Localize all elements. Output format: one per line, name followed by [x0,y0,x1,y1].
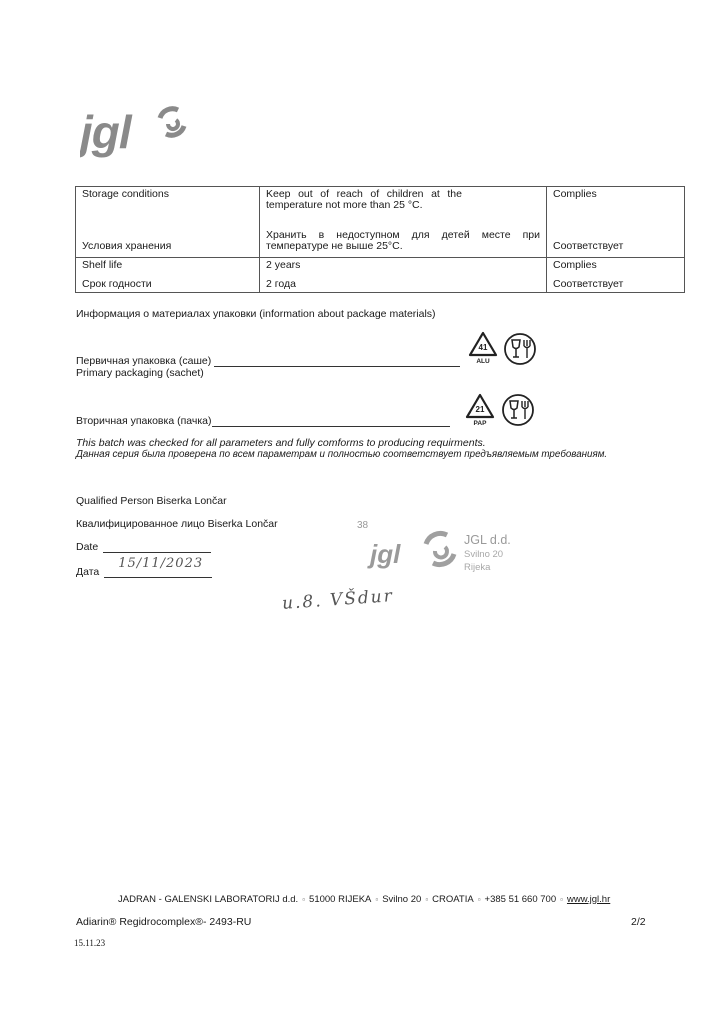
stamp-company: JGL d.d. [464,533,511,547]
result-en: Complies [553,259,597,271]
footer-website-link[interactable]: www.jgl.hr [566,894,611,905]
document-title: Adiarin® Regidrocomplex®- 2493-RU [76,916,252,928]
recycle-material: ALU [476,358,490,364]
table-row [76,258,685,293]
company-stamp [366,525,464,575]
statement-ru: Данная серия была проверена по всем параметрам и полностью соответствует предъявляемым требованиям. [76,449,608,460]
result-ru: Соответствует [553,240,624,252]
specification-table [75,186,685,293]
date-label-en: Date [76,541,99,553]
footer-city: 51000 RIJEKA [309,894,372,905]
jgl-swirl-icon [426,533,454,564]
recycling-alu-icon [466,330,500,364]
table-cell [76,187,260,258]
requirement-en: 2 years [266,259,301,271]
page-number: 2/2 [631,916,646,928]
jgl-swirl-icon [160,109,184,135]
recycle-code: 41 [478,343,488,352]
secondary-packaging-blank [212,426,450,427]
jgl-logo [80,100,200,164]
glass-fork-icon [501,393,535,427]
footer-separator: ▫ [477,895,481,904]
company-footer [118,894,610,905]
glass-fork-icon [503,332,537,366]
footer-separator: ▫ [302,895,306,904]
result-en: Complies [553,188,597,200]
date-row-ru [76,556,212,578]
table-cell [547,187,685,258]
table-cell [260,187,547,258]
primary-packaging-label-ru: Первичная упаковка (саше) [76,355,212,367]
footer-country: CROATIA [432,894,474,905]
handwritten-date: 15/11/2023 [118,556,204,571]
recycle-material: PAP [473,420,487,426]
param-en: Shelf life [82,259,123,271]
footer-separator: ▫ [560,895,563,904]
signature: u.8. VŠdur [281,586,395,614]
param-ru: Условия хранения [82,240,172,252]
table-cell [547,258,685,293]
footer-phone: +385 51 660 700 [484,894,557,905]
package-info-heading: Информация о материалах упаковки (information about package materials) [76,308,436,320]
param-en: Storage conditions [82,188,169,200]
stamp-city: Rijeka [464,562,491,573]
param-ru: Срок годности [82,278,152,290]
qualified-person-ru: Квалифицированное лицо Biserka Lončar [76,518,278,530]
logo-text: jgl [80,106,131,158]
table-cell [76,258,260,293]
recycling-pap-icon [463,392,497,426]
print-date: 15.11.23 [74,938,106,948]
secondary-packaging-row [76,415,450,427]
statement-en: This batch was checked for all parameters and fully comforms to producing requirments. [76,437,486,449]
qualified-person-en: Qualified Person Biserka Lončar [76,495,227,507]
secondary-packaging-label-ru: Вторичная упаковка (пачка) [76,415,212,427]
primary-packaging-label-en: Primary packaging (sachet) [76,367,204,379]
date-row-en [76,541,211,553]
stamp-street: Svilno 20 [464,549,504,560]
requirement-ru: Хранить в недоступном для детей месте при температуре не выше 25°С. [266,229,540,252]
recycle-code: 21 [475,405,485,414]
result-ru: Соответствует [553,278,624,290]
stamp-logo-text: jgl [370,539,401,569]
date-blank-ru [104,556,212,578]
table-cell [260,258,547,293]
date-label-ru: Дата [76,566,100,578]
requirement-en: Keep out of reach of children at the temperature not more than 25 °C. [266,188,462,211]
requirement-ru: 2 года [266,278,296,290]
date-blank-en [103,552,211,553]
footer-separator: ▫ [425,895,429,904]
table-row [76,187,685,258]
footer-street: Svilno 20 [382,894,422,905]
primary-packaging-row [76,355,460,367]
footer-company: JADRAN - GALENSKI LABORATORIJ d.d. [118,894,299,905]
footer-separator: ▫ [375,895,379,904]
stamp-number: 38 [357,520,369,531]
primary-packaging-blank [214,366,460,367]
